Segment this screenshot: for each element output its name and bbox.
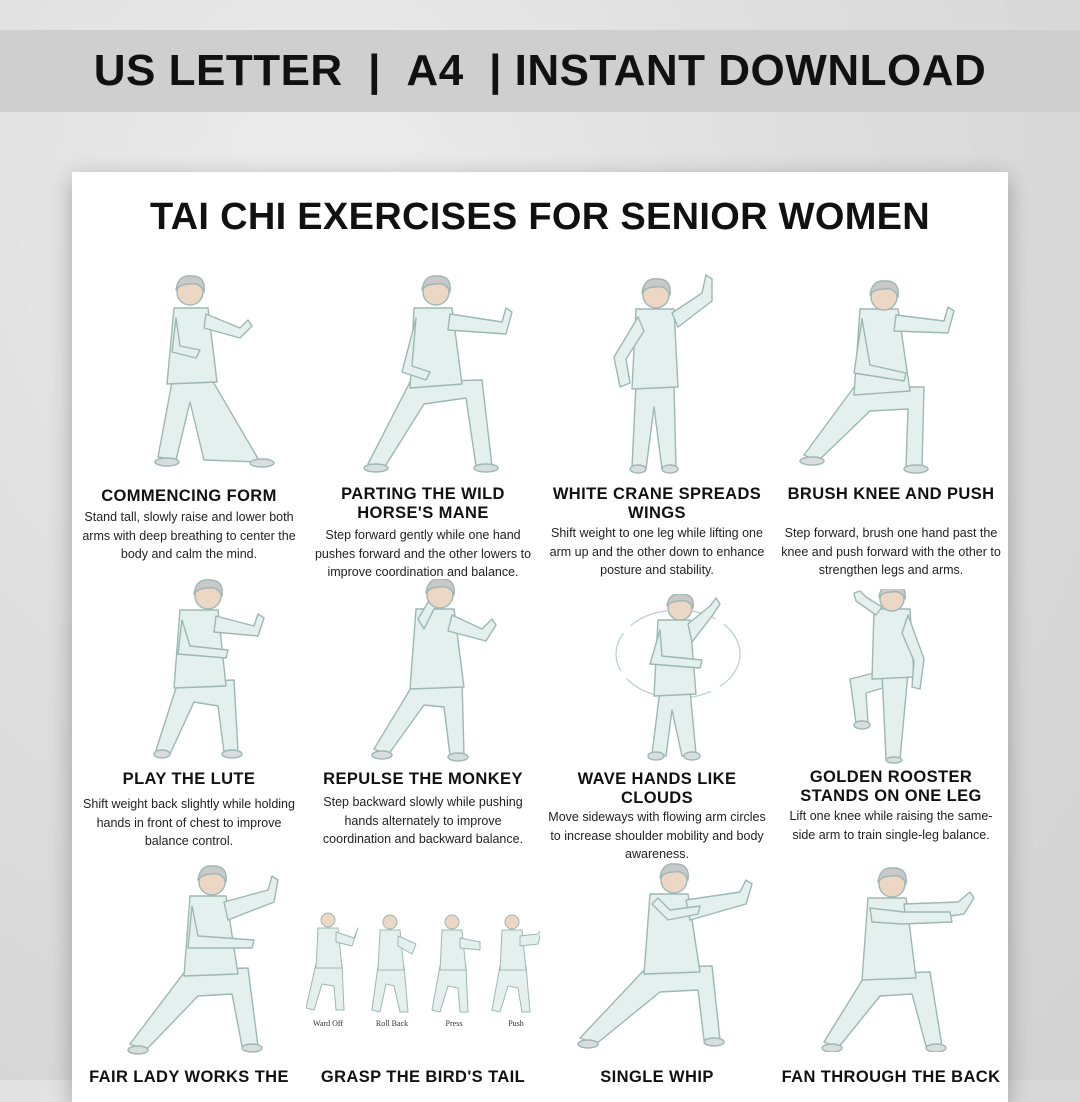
figure-commencing-form-icon <box>72 262 306 477</box>
exercise-description: Shift weight back slightly while holding hands in front of chest to improve balance control. <box>83 797 295 848</box>
format-banner <box>0 30 1080 112</box>
figure-brush-knee-icon <box>774 277 1008 477</box>
exercise-description: Shift weight to one leg while lifting one arm up and the other down to enhance posture and stability. <box>549 526 765 577</box>
figure-golden-rooster-icon <box>774 589 1008 764</box>
exercise-name: SINGLE WHIP <box>600 1068 714 1086</box>
figure-wave-hands-clouds-icon <box>540 594 774 764</box>
step-label: Ward Off <box>312 1019 344 1028</box>
exercise-description: Lift one knee while raising the same-side arm to train single-leg balance. <box>789 809 993 842</box>
figure-fan-through-back-icon <box>774 862 1008 1052</box>
exercise-name: PLAY THE LUTE <box>122 770 256 788</box>
exercise-name: GRASP THE BIRD'S TAIL <box>320 1068 526 1086</box>
exercise-description: Step backward slowly while pushing hands alternately to improve coordination and backward balance. <box>322 795 524 846</box>
exercise-description: Step forward gently while one hand pushes forward and the other lowers to improve coordination and balance. <box>314 528 532 579</box>
exercise-card <box>774 862 1008 1086</box>
exercise-name: REPULSE THE MONKEY <box>323 770 523 788</box>
exercise-card <box>540 262 774 592</box>
exercise-name: FAN THROUGH THE BACK <box>781 1068 1001 1086</box>
figure-repulse-monkey-icon <box>306 579 540 764</box>
exercise-card <box>306 574 540 864</box>
exercise-card <box>72 262 306 592</box>
exercise-name: COMMENCING FORM <box>101 487 277 505</box>
exercise-description: Step forward, brush one hand past the knee and push forward with the other to strengthen legs and arms. <box>781 526 1001 577</box>
exercise-description: Stand tall, slowly raise and lower both arms with deep breathing to center the body and calm the mind. <box>82 510 296 561</box>
figure-single-whip-icon <box>540 862 774 1052</box>
exercise-name: WHITE CRANE SPREADS WINGS <box>552 485 762 522</box>
figure-fair-lady-icon <box>72 862 306 1057</box>
banner-separator: | <box>368 46 381 95</box>
banner-us-letter: US LETTER <box>93 46 343 95</box>
step-label: Press <box>445 1019 463 1028</box>
exercise-card <box>540 574 774 864</box>
exercise-card <box>540 862 774 1086</box>
step-label: Roll Back <box>375 1019 409 1028</box>
exercise-card <box>774 574 1008 864</box>
exercise-card <box>306 862 540 1086</box>
banner-instant-download: INSTANT DOWNLOAD <box>514 46 987 95</box>
exercise-name: GOLDEN ROOSTER STANDS ON ONE LEG <box>800 768 982 805</box>
step-label: Push <box>508 1019 524 1028</box>
figure-play-lute-icon <box>72 574 306 764</box>
figure-grasp-bird-tail-icon <box>306 912 540 1032</box>
exercise-card <box>72 574 306 864</box>
exercise-name: FAIR LADY WORKS THE <box>89 1068 289 1086</box>
figure-white-crane-icon <box>540 267 774 477</box>
exercise-name: WAVE HANDS LIKE CLOUDS <box>577 770 737 807</box>
exercise-name: PARTING THE WILD HORSE'S MANE <box>341 485 505 522</box>
exercise-card <box>306 262 540 592</box>
exercise-name: BRUSH KNEE AND PUSH <box>787 485 995 503</box>
poster-title: TAI CHI EXERCISES FOR SENIOR WOMEN <box>149 196 931 238</box>
banner-a4: A4 <box>406 46 464 95</box>
exercise-card <box>72 862 306 1086</box>
figure-wild-horse-mane-icon <box>306 272 540 477</box>
exercise-card <box>774 262 1008 592</box>
exercise-description: Move sideways with flowing arm circles to increase shoulder mobility and body awareness. <box>548 810 766 861</box>
poster-sheet <box>72 172 1008 1102</box>
banner-separator: | <box>489 46 502 95</box>
